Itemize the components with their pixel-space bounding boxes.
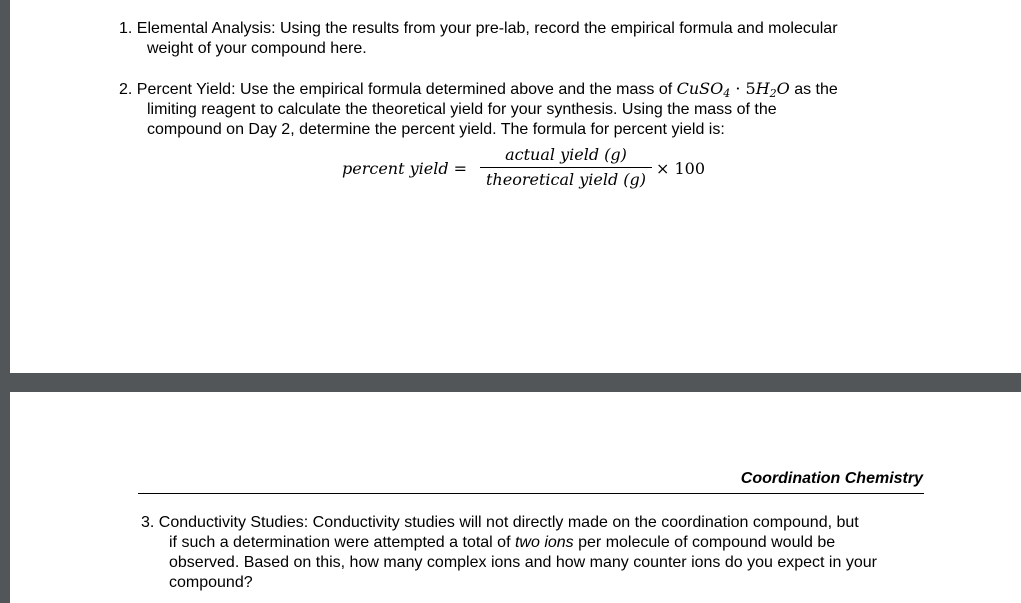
question-2-line-2: limiting reagent to calculate the theoretical yield for your synthesis. Using the mass of the — [147, 101, 777, 118]
question-2-text-a: 2. Percent Yield: Use the empirical formula determined above and the mass of — [119, 81, 677, 98]
page-1 — [10, 0, 1021, 373]
question-1 — [119, 19, 838, 59]
question-3-line-3: observed. Based on this, how many complex ions and how many counter ions do you expect in your — [169, 554, 877, 571]
formula-lhs: percent yield = — [342, 159, 468, 178]
formula-multiplier: × 100 — [656, 159, 706, 178]
formula-o: O — [776, 79, 790, 98]
question-3-line-2 — [141, 533, 877, 553]
formula-numerator: actual yield (g) — [505, 145, 627, 164]
question-3-emphasis: two ions — [514, 534, 574, 551]
percent-yield-formula — [342, 144, 722, 192]
question-2-text-b: as the — [789, 81, 838, 98]
page-2 — [10, 392, 1021, 603]
formula-sub-2: 2 — [769, 87, 777, 100]
formula-dot-5: · 5 — [730, 79, 756, 98]
section-divider — [138, 493, 924, 494]
question-3-line-4: compound? — [169, 574, 253, 591]
question-1-line-1: 1. Elemental Analysis: Using the results from your pre-lab, record the empirical formula and molecular — [119, 20, 838, 37]
cuso4-formula — [677, 79, 790, 98]
formula-h: H — [755, 79, 770, 98]
question-3-line-1: 3. Conductivity Studies: Conductivity studies will not directly made on the coordination compound, but — [141, 514, 859, 531]
question-2 — [119, 79, 838, 140]
question-2-line-3: compound on Day 2, determine the percent yield. The formula for percent yield is: — [147, 121, 725, 138]
formula-cuso: CuSO — [676, 79, 724, 98]
question-1-line-2: weight of your compound here. — [147, 40, 367, 57]
fraction-bar — [480, 167, 652, 168]
section-title: Coordination Chemistry — [740, 470, 923, 487]
question-2-line-1 — [119, 79, 838, 100]
question-3-text-b: per molecule of compound would be — [573, 534, 836, 551]
formula-denominator: theoretical yield (g) — [486, 170, 646, 189]
formula-fraction — [480, 144, 652, 191]
question-3-text-a: if such a determination were attempted a total of — [169, 534, 515, 551]
formula-sub-4: 4 — [723, 87, 731, 100]
question-3 — [141, 513, 877, 593]
